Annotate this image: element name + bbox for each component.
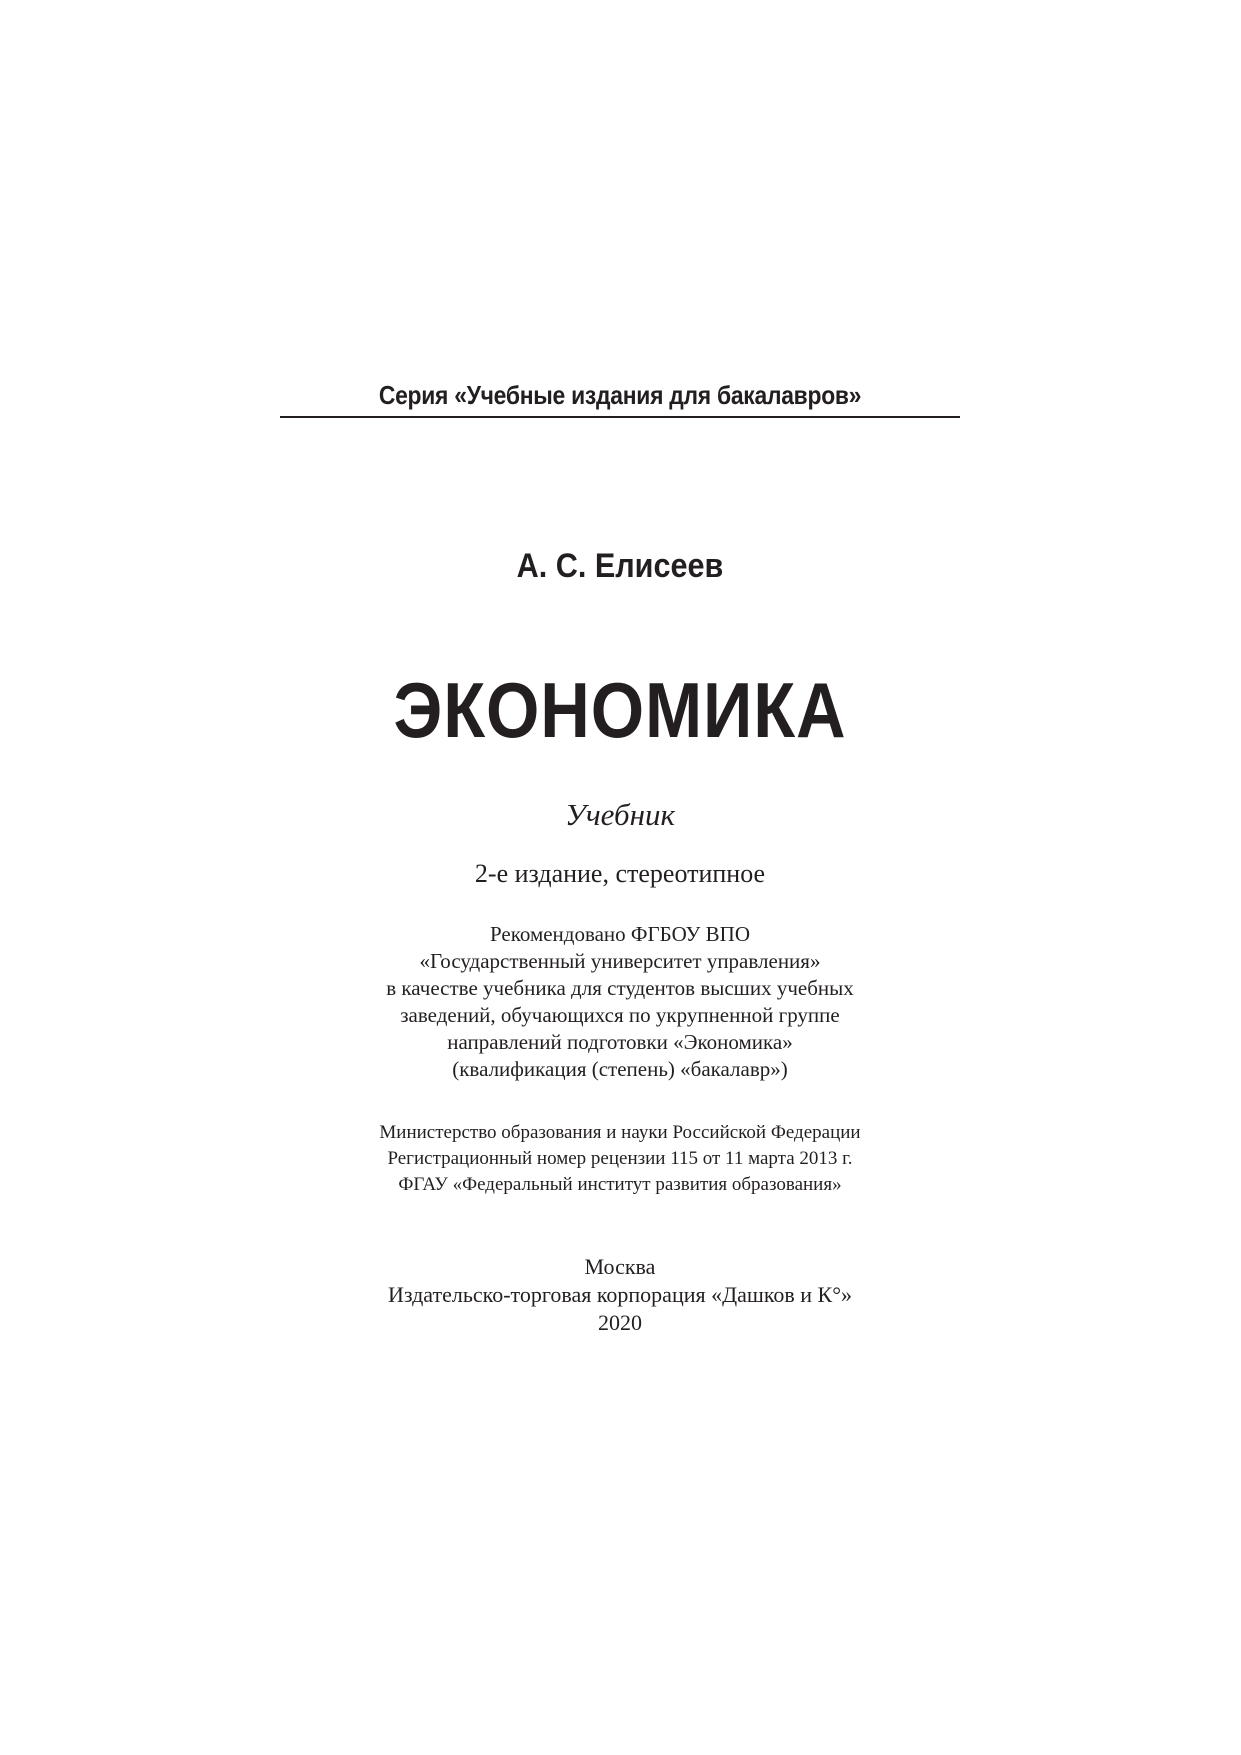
book-subtitle: Учебник — [565, 797, 675, 832]
imprint-publisher: Издательско-торговая корпорация «Дашков и К°» — [387, 1282, 853, 1307]
recommendation-line: Рекомендовано ФГБОУ ВПО — [489, 922, 751, 946]
ministry-line: ФГАУ «Федеральный институт развития образования» — [398, 1174, 842, 1195]
edition-note: 2-е издание, стереотипное — [474, 859, 766, 888]
ministry-line: Министерство образования и науки Российской Федерации — [379, 1122, 861, 1143]
imprint-city: Москва — [584, 1254, 656, 1279]
recommendation-line: заведений, обучающихся по укрупненной группе — [400, 1003, 840, 1027]
imprint-year: 2020 — [598, 1310, 642, 1335]
ministry-line: Регистрационный номер рецензии 115 от 11 марта 2013 г. — [387, 1148, 853, 1169]
recommendation-line: «Государственный университет управления» — [419, 949, 821, 973]
recommendation-line: в качестве учебника для студентов высших учебных — [386, 976, 854, 1000]
book-title: ЭКОНОМИКА — [393, 666, 847, 754]
imprint-block — [280, 1253, 960, 1337]
recommendation-line: (квалификация (степень) «бакалавр») — [452, 1057, 788, 1081]
author-name: А. С. Елисеев — [516, 547, 724, 585]
ministry-block — [280, 1120, 960, 1198]
series-divider — [280, 416, 960, 418]
series-heading: Серия «Учебные издания для бакалавров» — [378, 380, 862, 410]
recommendation-block — [280, 921, 960, 1083]
recommendation-line: направлений подготовки «Экономика» — [447, 1030, 793, 1054]
